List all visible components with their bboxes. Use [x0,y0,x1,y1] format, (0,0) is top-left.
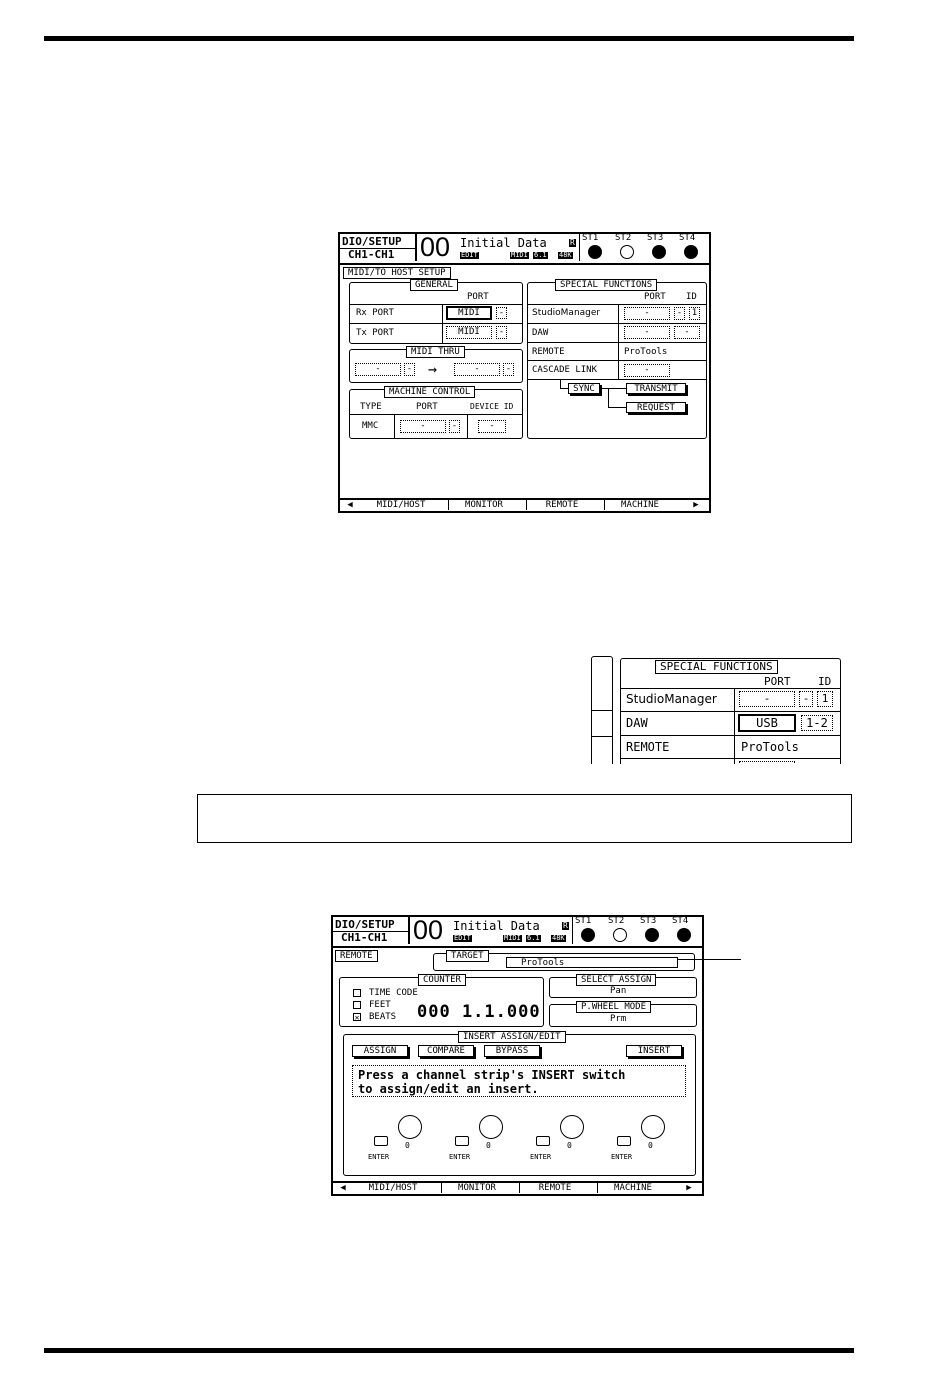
screen2-scene-number: 00 [413,915,444,945]
feet-label: FEET [369,1000,391,1010]
machine-control-section [349,389,523,439]
tab-remote[interactable]: REMOTE [526,500,597,510]
remote-page-title: REMOTE [335,950,378,962]
pwheel-mode-section [549,1004,697,1027]
screen2-scene-protect-flag: R [563,921,568,930]
detail-daw-port-field[interactable]: USB [738,714,796,732]
screen-name: DIO/SETUP [342,235,402,248]
transmit-button[interactable]: TRANSMIT [626,383,686,394]
sf-remote-label: REMOTE [532,347,565,357]
mc-port-field[interactable]: - [400,420,446,433]
detail-port-header: PORT [764,675,791,688]
callout-line [677,959,741,960]
sf-remote-value: ProTools [624,347,668,357]
st1-knob-icon [588,245,602,259]
special-functions-title: SPECIAL FUNCTIONS [555,279,657,291]
parameter-knob-2-icon[interactable] [479,1115,503,1139]
sf-port-header: PORT [644,292,666,302]
timecode-label: TIME CODE [369,988,418,998]
screen2-st3-knob-icon [645,928,659,942]
bottom-page-rule [44,1348,854,1353]
enter-button-1[interactable] [374,1136,388,1146]
mc-type-value: MMC [362,421,379,431]
tab-right-arrow-icon[interactable]: ▶ [693,500,699,510]
detail-studiomanager-id-field[interactable]: 1 [817,691,833,707]
sf-studiomanager-sub-field[interactable]: - [674,307,685,320]
target-label: TARGET [446,950,489,962]
knob-3-value: 0 [567,1141,572,1150]
sf-studiomanager-port-field[interactable]: - [624,307,670,320]
insert-message-box [352,1065,686,1097]
insert-button[interactable]: INSERT [626,1045,682,1057]
screen2-st3-label: ST3 [640,916,657,926]
sf-daw-label: DAW [532,328,549,338]
detail-studiomanager-port-field[interactable]: - [739,691,795,707]
tab-midi-host[interactable]: MIDI/HOST [364,500,438,510]
compare-button[interactable]: COMPARE [418,1045,474,1057]
midi-host-setup-screen [338,232,711,513]
screen2-st4-knob-icon [677,928,691,942]
screen2-st1-label: ST1 [575,916,592,926]
detail-title: SPECIAL FUNCTIONS [655,660,778,674]
detail-studiomanager-label: StudioManager [626,692,717,706]
tx-port-field[interactable]: MIDI [446,326,492,339]
st3-label: ST3 [647,233,664,243]
screen2-tab-midi-host[interactable]: MIDI/HOST [368,1183,418,1193]
special-functions-section [527,282,707,439]
top-page-rule [44,36,854,41]
mc-port-header: PORT [416,402,438,412]
beats-label: BEATS [369,1012,397,1022]
select-assign-title: SELECT ASSIGN [576,974,656,986]
pwheel-mode-value[interactable]: Prm [610,1014,627,1024]
screen2-surround-badge: 6.1 [527,934,540,942]
general-section [349,282,523,344]
screen2-tab-left-arrow-icon[interactable]: ◀ [340,1183,346,1193]
screen2-edit-badge: EDIT [454,934,471,942]
enter-button-4[interactable] [617,1136,631,1146]
midi-thru-section [349,349,523,383]
screen2-name: DIO/SETUP [335,918,395,931]
detail-remote-label: REMOTE [626,740,670,754]
midi-badge: MIDI [511,251,528,259]
bypass-button[interactable]: BYPASS [484,1045,540,1057]
insert-message-line2: to assign/edit an insert. [358,1082,539,1096]
pwheel-mode-title: P.WHEEL MODE [576,1001,651,1013]
sf-daw-id-field[interactable]: - [674,326,700,339]
parameter-knob-1-icon[interactable] [398,1115,422,1139]
general-port-header: PORT [467,292,489,302]
screen2-st4-label: ST4 [672,916,689,926]
tab-monitor[interactable]: MONITOR [448,500,519,510]
select-assign-value[interactable]: Pan [610,986,627,996]
page-title: MIDI/TO HOST SETUP [343,267,451,279]
screen2-st2-label: ST2 [608,916,625,926]
screen2-name-box [333,917,410,944]
screen2-tab-machine[interactable]: MACHINE [597,1183,668,1193]
insert-message-line1: Press a channel strip's INSERT switch [358,1068,626,1082]
beats-checkbox[interactable]: ✕ [354,1013,360,1022]
timecode-checkbox[interactable] [353,989,361,997]
enter-label-2: ENTER [449,1153,471,1161]
feet-checkbox[interactable] [353,1001,361,1009]
knob-2-value: 0 [486,1141,491,1150]
screen2-tab-right-arrow-icon[interactable]: ▶ [686,1183,692,1193]
screen2-st2-knob-icon [613,928,627,942]
screen2-st1-knob-icon [581,928,595,942]
midi-thru-in-sub-field[interactable]: - [404,363,415,376]
counter-value: 000 1.1.000 [417,1002,541,1022]
mc-type-header: TYPE [360,402,382,412]
enter-label-1: ENTER [368,1153,390,1161]
midi-thru-out-sub-field[interactable]: - [503,363,514,376]
detail-daw-label: DAW [626,716,648,730]
detail-cascade-port-field[interactable] [739,761,795,764]
screen2-tab-monitor[interactable]: MONITOR [441,1183,512,1193]
screen2-scene-title: Initial Data [453,919,540,933]
enter-button-3[interactable] [536,1136,550,1146]
channel-label: CH1-CH1 [348,248,395,261]
insert-assign-title: INSERT ASSIGN/EDIT [458,1031,566,1043]
remote-screen [331,915,704,1196]
detail-daw-id-field[interactable]: 1-2 [801,715,833,731]
parameter-knob-3-icon[interactable] [560,1115,584,1139]
screen2-fs-badge: 48K [552,934,565,942]
enter-button-2[interactable] [455,1136,469,1146]
enter-label-3: ENTER [530,1153,552,1161]
sf-studiomanager-label: StudioManager [532,308,601,318]
mc-id-header: DEVICE ID [470,402,514,411]
note-box [197,794,852,843]
screen2-channel-label: CH1-CH1 [341,931,388,944]
scene-title: Initial Data [460,236,547,250]
midi-thru-in-field[interactable]: - [355,363,401,376]
mc-port-sub-field[interactable]: - [449,420,460,433]
special-functions-detail [591,656,843,764]
detail-id-header: ID [818,675,832,688]
st2-knob-icon [620,245,634,259]
sf-studiomanager-id-field[interactable]: 1 [689,307,700,320]
knob-4-value: 0 [648,1141,653,1150]
rx-port-field[interactable]: MIDI [446,306,492,320]
rx-port-label: Rx PORT [356,308,394,318]
mc-device-id-field[interactable]: - [478,420,506,433]
tx-port-label: Tx PORT [356,328,394,338]
tab-left-arrow-icon[interactable]: ◀ [347,500,353,510]
sf-cascade-port-field[interactable]: - [624,364,670,377]
sf-daw-port-field[interactable]: - [624,326,670,339]
machine-control-title: MACHINE CONTROL [384,386,475,398]
scene-number: 00 [420,232,451,262]
detail-remote-value: ProTools [741,740,799,754]
fs-badge: 48K [559,251,572,259]
st4-label: ST4 [679,233,696,243]
edit-badge: EDIT [461,251,478,259]
detail-frame [620,658,841,764]
rx-port-sub-field[interactable]: - [496,307,507,319]
screen2-tab-remote[interactable]: REMOTE [519,1183,590,1193]
detail-studiomanager-sub-field[interactable]: - [799,691,813,707]
midi-thru-title: MIDI THRU [406,346,465,358]
enter-label-4: ENTER [611,1153,633,1161]
page-tabs [340,498,709,511]
tab-machine[interactable]: MACHINE [604,500,675,510]
insert-assign-section [343,1034,696,1176]
screen2-header [333,917,702,948]
st2-label: ST2 [615,233,632,243]
target-section [433,953,695,971]
tx-port-sub-field[interactable]: - [496,326,507,339]
screen-name-box [340,234,417,261]
screen2-page-tabs [333,1181,702,1194]
counter-section [339,977,544,1027]
counter-title: COUNTER [418,974,466,986]
screen2-midi-badge: MIDI [504,934,521,942]
general-title: GENERAL [410,279,458,291]
scene-protect-flag: R [570,238,575,247]
select-assign-section [549,977,697,998]
sf-cascade-label: CASCADE LINK [532,365,598,375]
midi-thru-out-field[interactable]: - [454,363,500,376]
target-field[interactable]: ProTools [506,957,678,968]
surround-badge: 6.1 [534,251,547,259]
st3-knob-icon [652,245,666,259]
sync-button[interactable]: SYNC [568,383,600,394]
midi-thru-arrow-icon: → [428,360,438,378]
st1-label: ST1 [582,233,599,243]
request-button[interactable]: REQUEST [626,402,686,413]
screen-header [340,234,709,265]
knob-1-value: 0 [405,1141,410,1150]
sf-id-header: ID [686,292,697,302]
assign-button[interactable]: ASSIGN [352,1045,408,1057]
st4-knob-icon [684,245,698,259]
parameter-knob-4-icon[interactable] [641,1115,665,1139]
